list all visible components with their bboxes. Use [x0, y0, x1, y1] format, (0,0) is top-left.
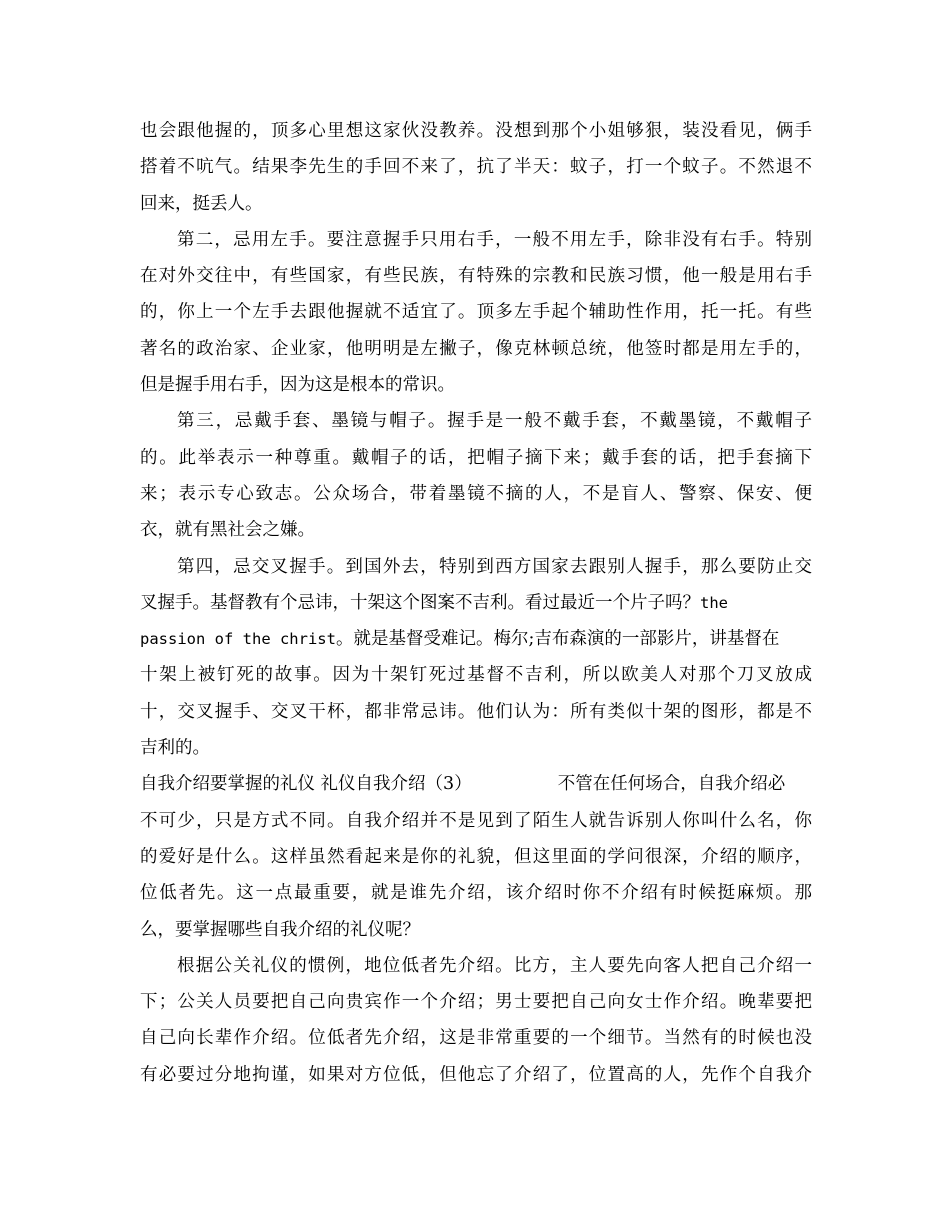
text-line: 来；表示专心致志。公众场合，带着墨镜不摘的人，不是盲人、警察、保安、便 — [140, 483, 812, 504]
text-line: 但是握手用右手，因为这是根本的常识。 — [140, 375, 455, 396]
text-line: 搭着不吭气。结果李先生的手回不来了，抗了半天：蚊子，打一个蚊子。不然退不 — [140, 157, 812, 178]
text-segment: 不管在任何场合，自我介绍必 — [557, 774, 786, 795]
text-line: 下；公关人员要把自己向贵宾作一个介绍；男士要把自己向女士作介绍。晚辈要把 — [140, 992, 812, 1013]
text-line: 位低者先。这一点最重要，就是谁先介绍，该介绍时你不介绍有时候挺麻烦。那 — [140, 883, 812, 904]
text-line: 吉利的。 — [140, 738, 210, 759]
text-segment: 叉握手。基督教有个忌讳，十架这个图案不吉利。看过最近一个片子吗？ — [140, 592, 700, 613]
text-line: 根据公关礼仪的惯例，地位低者先介绍。比方，主人要先向客人把自己介绍一 — [177, 955, 812, 976]
section-heading: 自我介绍要掌握的礼仪 礼仪自我介绍（3） — [140, 774, 472, 795]
latin-text-segment: the — [700, 593, 728, 612]
text-line: 么，要掌握哪些自我介绍的礼仪呢？ — [140, 919, 420, 940]
text-line: 自己向长辈作介绍。位低者先介绍，这是非常重要的一个细节。当然有的时候也没 — [140, 1028, 812, 1049]
text-line: 有必要过分地拘谨，如果对方位低，但他忘了介绍了，位置高的人，先作个自我介 — [140, 1064, 812, 1085]
text-line: 的爱好是什么。这样虽然看起来是你的礼貌，但这里面的学问很深，介绍的顺序， — [140, 846, 812, 867]
latin-text-segment: passion of the christ — [140, 630, 336, 649]
document-page — [140, 113, 812, 1093]
text-line — [140, 621, 812, 657]
text-line: 的，你上一个左手去跟他握就不适宜了。顶多左手起个辅助性作用，托一托。有些 — [140, 302, 812, 323]
text-line — [140, 585, 812, 621]
text-segment: 。就是基督受难记。梅尔;吉布森演的一部影片，讲基督在 — [335, 629, 780, 650]
text-line: 著名的政治家、企业家，他明明是左撇子，像克林顿总统，他签时都是用左手的， — [140, 338, 812, 359]
text-line: 的。此举表示一种尊重。戴帽子的话，把帽子摘下来；戴手套的话，把手套摘下 — [140, 447, 812, 468]
paragraph-avoid-gloves — [140, 403, 812, 548]
text-line: 十，交叉握手、交叉干杯，都非常忌讳。他们认为：所有类似十架的图形，都是不 — [140, 701, 812, 722]
paragraph-avoid-cross-handshake — [140, 549, 812, 767]
text-line: 在对外交往中，有些国家，有些民族，有特殊的宗教和民族习惯，他一般是用右手 — [140, 266, 812, 287]
text-line: 第二，忌用左手。要注意握手只用右手，一般不用左手，除非没有右手。特别 — [177, 229, 812, 250]
text-line: 不可少，只是方式不同。自我介绍并不是见到了陌生人就告诉别人你叫什么名，你 — [140, 810, 812, 831]
text-line: 第三，忌戴手套、墨镜与帽子。握手是一般不戴手套，不戴墨镜，不戴帽子 — [177, 411, 812, 432]
text-line: 衣，就有黑社会之嫌。 — [140, 520, 315, 541]
text-line — [140, 766, 812, 802]
paragraph-avoid-left-hand — [140, 222, 812, 403]
text-line: 也会跟他握的，顶多心里想这家伙没教养。没想到那个小姐够狠，装没看见，俩手 — [140, 121, 812, 141]
text-line: 十架上被钉死的故事。因为十架钉死过基督不吉利，所以欧美人对那个刀叉放成 — [140, 665, 812, 686]
text-line: 第四，忌交叉握手。到国外去，特别到西方国家去跟别人握手，那么要防止交 — [177, 556, 812, 577]
text-line: 回来，挺丢人。 — [140, 193, 263, 214]
paragraph-handshake-anecdote — [140, 113, 812, 222]
paragraph-self-introduction — [140, 766, 812, 947]
paragraph-introduction-order — [140, 948, 812, 1093]
